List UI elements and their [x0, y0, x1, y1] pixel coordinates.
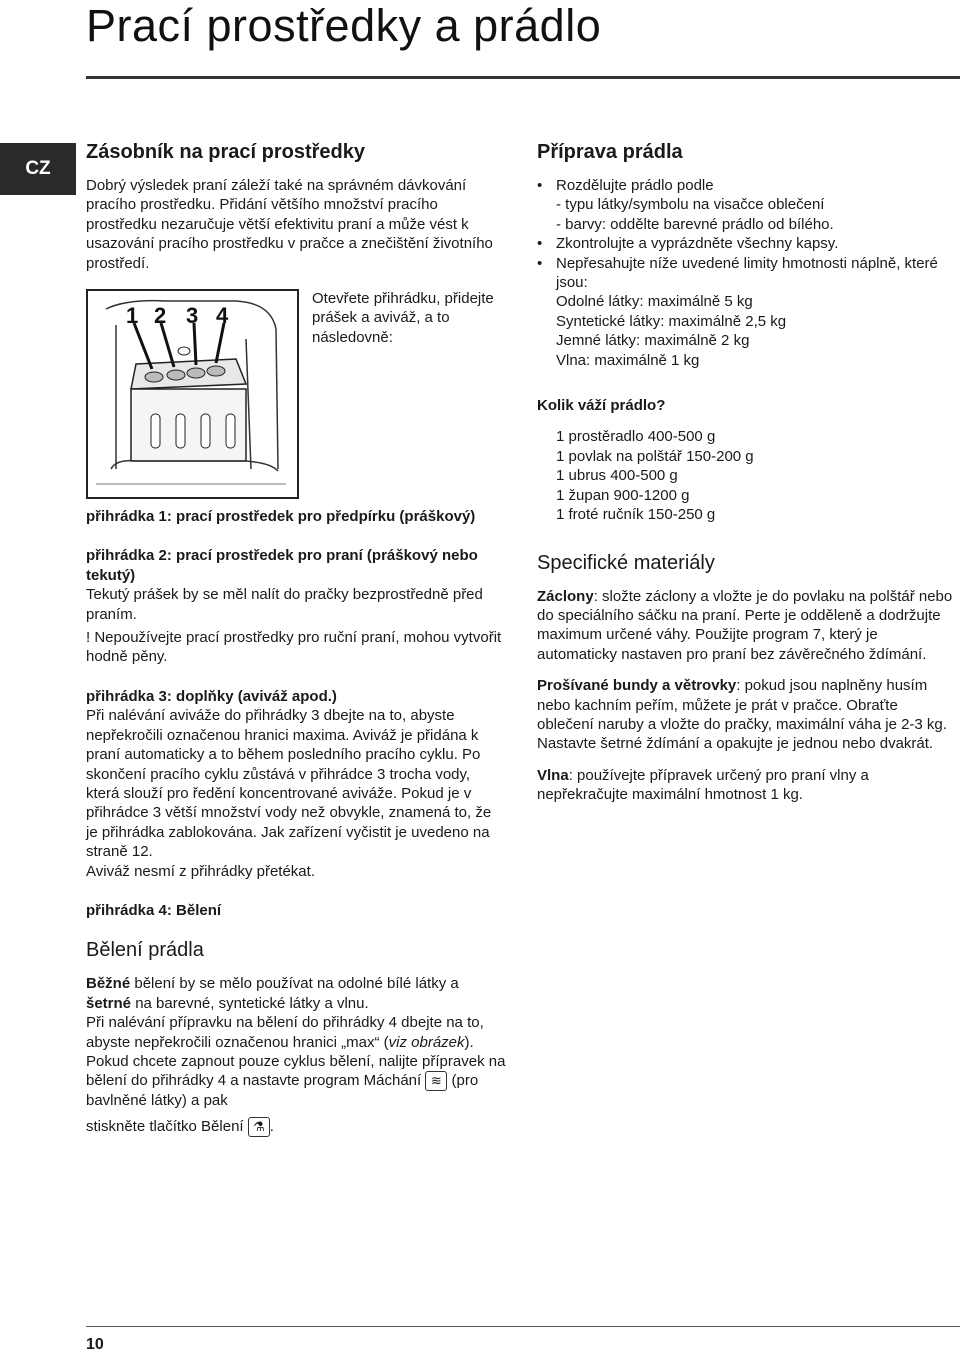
prep-item-1-text: • Rozdělujte prádlo podle — [556, 177, 714, 194]
bleach-p1-end: na barevné, syntetické látky a vlnu. — [131, 994, 369, 1012]
compartment-2-text: Tekutý prášek by se měl nalít do pračky bezprostředně před praním. — [86, 586, 483, 623]
bleach-p3-end-text: stiskněte tlačítko Bělení — [86, 1117, 244, 1135]
bleach-p3-period: . — [269, 1117, 274, 1135]
page-title: Prací prostředky a prádlo — [86, 0, 602, 51]
dispenser-illustration — [86, 289, 299, 499]
dispenser-intro: Dobrý výsledek praní záleží také na správném dávkování pracího prostředku. Přidání většího množství pracího prostředku nezaručuje větší efektivitu praní a může vést k usazování pracího prostředku v pračce a znečištění životního prostředí. — [86, 177, 493, 272]
compartment-3-title: přihrádka 3: doplňky (aviváž apod.) — [86, 687, 337, 705]
bleach-paragraph-2 — [86, 1013, 506, 1052]
weight-item: 1 povlak na polštář 150-200 g — [556, 447, 754, 465]
bleach-paragraph-3 — [86, 1052, 506, 1111]
compartment-3-text-2: Aviváž nesmí z přihrádky přetékat. — [86, 862, 315, 880]
weight-item: 1 župan 900-1200 g — [556, 486, 690, 504]
prep-item-1 — [537, 176, 957, 234]
bleach-p2-italic: viz obrázek — [388, 1033, 465, 1051]
weight-item: 1 prostěradlo 400-500 g — [556, 428, 716, 446]
page-number: 10 — [86, 1336, 104, 1353]
curtains-text: : složte záclony a vložte je do povlaku na polštář nebo do speciálního sáčku na praní. Perte je odděleně a dodržujte maximum určené váhy. Použijte program 7, který je automaticky nastaven pro praní bez závěrečného ždímání. — [537, 587, 953, 663]
prep-heading: Příprava prádla — [537, 141, 683, 163]
bleach-paragraph-3-end — [86, 1117, 506, 1137]
figure-label-2: 2 — [154, 303, 167, 329]
compartment-2-title: přihrádka 2: prací prostředek pro praní (práškový nebo tekutý) — [86, 547, 478, 584]
figure-label-4: 4 — [216, 303, 229, 329]
special-heading: Specifické materiály — [537, 551, 715, 574]
weight-item: 1 froté ručník 150-250 g — [556, 506, 716, 524]
bleach-p3-text: Pokud chcete zapnout pouze cyklus bělení, nalijte přípravek na bělení do přihrádky 4 a nastavte program Máchání — [86, 1052, 506, 1090]
limit-item: Odolné látky: maximálně 5 kg — [556, 293, 753, 311]
compartment-1-title: přihrádka 1: prací prostředek pro předpírku (práškový) — [86, 508, 476, 526]
prep-item-1-line-2: - typu látky/symbolu na visačce oblečení — [556, 196, 825, 214]
left-column — [86, 140, 506, 1137]
title-rule — [86, 76, 960, 79]
wool-text: : používejte přípravek určený pro praní vlny a nepřekračujte maximální hmotnost 1 kg. — [537, 766, 869, 804]
compartment-3-text: Při nalévání aviváže do přihrádky 3 dbejte na to, abyste nepřekročili označenou hranici maxima. Aviváž je přidána k praní automaticky a to během posledního pracího cyklu. Po skončení pracího cyklu zůstává v přihrádce 3 trocha vody, která slouží pro ředění koncentrované aviváže. Pokud je v přihrádce 3 větší množství vody než obvykle, znamená to, že je přihrádka zablokována. Jak zařízení vyčistit je uvedeno na straně 12. — [86, 707, 492, 861]
figure-label-1: 1 — [126, 303, 139, 329]
compartment-2-warning: ! Nepoužívejte prací prostředky pro ruční praní, mohou vytvořit hodně pěny. — [86, 629, 502, 666]
wool-paragraph — [537, 766, 957, 805]
weight-heading: Kolik váží prádlo? — [537, 397, 666, 415]
bleach-gentle-label: šetrné — [86, 994, 132, 1012]
jackets-label: Prošívané bundy a větrovky — [537, 677, 737, 695]
figure-label-3: 3 — [186, 303, 199, 329]
right-column — [537, 140, 957, 805]
bleach-p2-end: ). — [464, 1033, 474, 1051]
compartment-4-title: přihrádka 4: Bělení — [86, 901, 222, 919]
bleach-p2-text: Při nalévání přípravku na bělení do přihrádky 4 dbejte na to, abyste nepřekročili označenou hranici „max“ ( — [86, 1014, 484, 1051]
weight-list — [537, 427, 957, 524]
rinse-icon: ≋ — [425, 1071, 447, 1091]
prep-list — [537, 176, 957, 370]
prep-item-2: • Zkontrolujte a vyprázdněte všechny kapsy. — [537, 234, 957, 253]
language-tab: CZ — [0, 143, 76, 195]
prep-item-3-text: • Nepřesahujte níže uvedené limity hmotnosti náplně, které jsou: — [556, 254, 938, 292]
prep-item-1-line-3: - barvy: oddělte barevné prádlo od bílého. — [556, 215, 834, 233]
bleach-p3-mid: (pro bavlněné látky) a pak — [86, 1072, 479, 1110]
footer-rule — [86, 1326, 960, 1327]
jackets-paragraph — [537, 676, 957, 754]
bleach-normal-label: Běžné — [86, 975, 131, 993]
prep-item-3 — [537, 254, 957, 370]
bleach-heading: Bělení prádla — [86, 939, 204, 962]
bleach-paragraph-1 — [86, 974, 506, 1013]
curtains-label: Záclony — [537, 587, 594, 605]
curtains-paragraph — [537, 587, 957, 665]
bleach-p1-text: bělení by se mělo používat na odolné bílé látky a — [130, 975, 459, 993]
weight-item: 1 ubrus 400-500 g — [556, 467, 678, 485]
limit-item: Vlna: maximálně 1 kg — [556, 351, 700, 369]
dispenser-heading: Zásobník na prací prostředky — [86, 141, 365, 163]
limit-item: Syntetické látky: maximálně 2,5 kg — [556, 312, 787, 330]
jackets-text: : pokud jsou naplněny husím nebo kachním peřím, můžete je prát v pračce. Obraťte oblečení naruby a vložte do pračky, maximální váha je 2-3 kg. Nastavte šetrné ždímání a opakujte je jednou nebo dvakrát. — [537, 677, 947, 753]
limit-item: Jemné látky: maximálně 2 kg — [556, 332, 750, 350]
bleach-icon: ⚗ — [248, 1117, 270, 1137]
figure-caption: Otevřete přihrádku, přidejte prášek a aviváž, a to následovně: — [312, 290, 494, 346]
dispenser-figure-block — [86, 289, 506, 507]
wool-label: Vlna — [537, 766, 569, 784]
